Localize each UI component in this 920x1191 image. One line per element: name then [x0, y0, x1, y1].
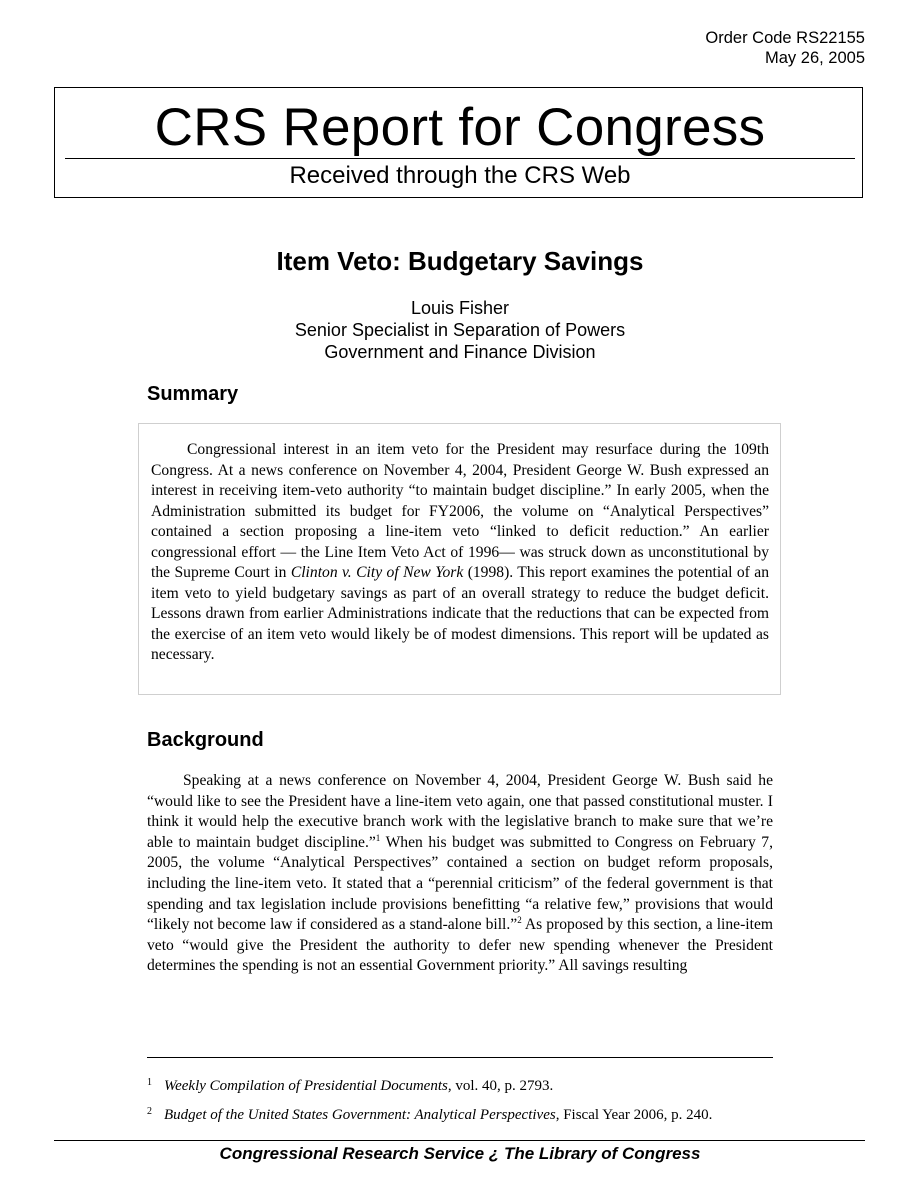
background-text-part3: As proposed by this section, a line-item veto “would give the President the authority to defer new spending whenever the President determines the spending is not an essential Government priority.” All savings resulting — [147, 916, 773, 975]
footnote-2: 2 Budget of the United States Government: Analytical Perspectives, Fiscal Year 2006, p. 240. — [147, 1106, 713, 1123]
case-citation: Clinton v. City of New York — [290, 564, 464, 581]
summary-text-part2: (1998). This report examines the potential of an item veto to yield budgetary savings as part of an overall strategy to reduce the budget deficit. Lessons drawn from earlier Administrations indicate that the reductions that can be expected from the exercise of an item veto would likely be of modest dimensions. This report will be updated as necessary. — [151, 564, 769, 663]
document-title: Item Veto: Budgetary Savings — [276, 246, 644, 276]
background-heading: Background — [147, 729, 264, 751]
footer-text: Congressional Research Service ¿ The Library of Congress — [219, 1144, 701, 1163]
footnote-source-detail: , vol. 40, p. 2793. — [447, 1078, 554, 1094]
author-name: Louis Fisher — [410, 298, 510, 318]
background-text-part2: When his budget was submitted to Congress on February 7, 2005, the volume “Analytical Perspectives” contained a section on budget reform proposals, including the line-item veto. It stated that a “perennial criticism” of the federal government is that spending and tax legislation include provisions benefitting “a relative few,” provisions that would “likely not become law if considered as a stand-alone bill.” — [147, 833, 773, 934]
author-division: Government and Finance Division — [324, 342, 596, 362]
background-paragraph — [147, 771, 773, 977]
author-title: Senior Specialist in Separation of Powers — [294, 320, 626, 340]
footnote-source-title: Budget of the United States Government: Analytical Perspectives — [164, 1107, 556, 1123]
author-block — [0, 297, 920, 363]
footnote-ref-1[interactable]: 1 — [375, 832, 381, 843]
report-date: May 26, 2005 — [765, 49, 865, 67]
summary-text-part1: Congressional interest in an item veto for the President may resurface during the 109th Congress. At a news conference on November 4, 2004, President George W. Bush expressed an interest in receiving item-veto authority “to maintain budget discipline.” In early 2005, when the Administration submitted its budget for FY2006, the volume on “Analytical Perspectives” contained a section proposing a line-item veto “linked to deficit reduction.” An earlier congressional effort — the Line Item Veto Act of 1996— was struck down as unconstitutional by the Supreme Court in — [151, 441, 769, 581]
footnote-ref-2[interactable]: 2 — [517, 915, 522, 926]
footer-divider — [54, 1140, 865, 1141]
footnote-source-title: Weekly Compilation of Presidential Documents — [164, 1078, 448, 1094]
order-code: Order Code RS22155 — [705, 29, 865, 47]
footnote-1: 1 Weekly Compilation of Presidential Documents, vol. 40, p. 2793. — [147, 1077, 554, 1094]
banner-title: CRS Report for Congress — [154, 98, 766, 157]
summary-heading: Summary — [147, 383, 239, 405]
banner-divider — [65, 158, 855, 159]
order-info — [705, 28, 865, 68]
banner-subtitle: Received through the CRS Web — [289, 162, 631, 189]
footnote-divider — [147, 1057, 773, 1058]
background-text-part1: Speaking at a news conference on November 4, 2004, President George W. Bush said he “would like to see the President have a line-item veto again, one that passed constitutional muster. I think it would help the executive branch work with the legislative branch to make sure that we’re able to maintain budget discipline.” — [147, 772, 773, 851]
footnote-source-detail: , Fiscal Year 2006, p. 240. — [555, 1107, 713, 1123]
summary-text — [151, 440, 769, 666]
